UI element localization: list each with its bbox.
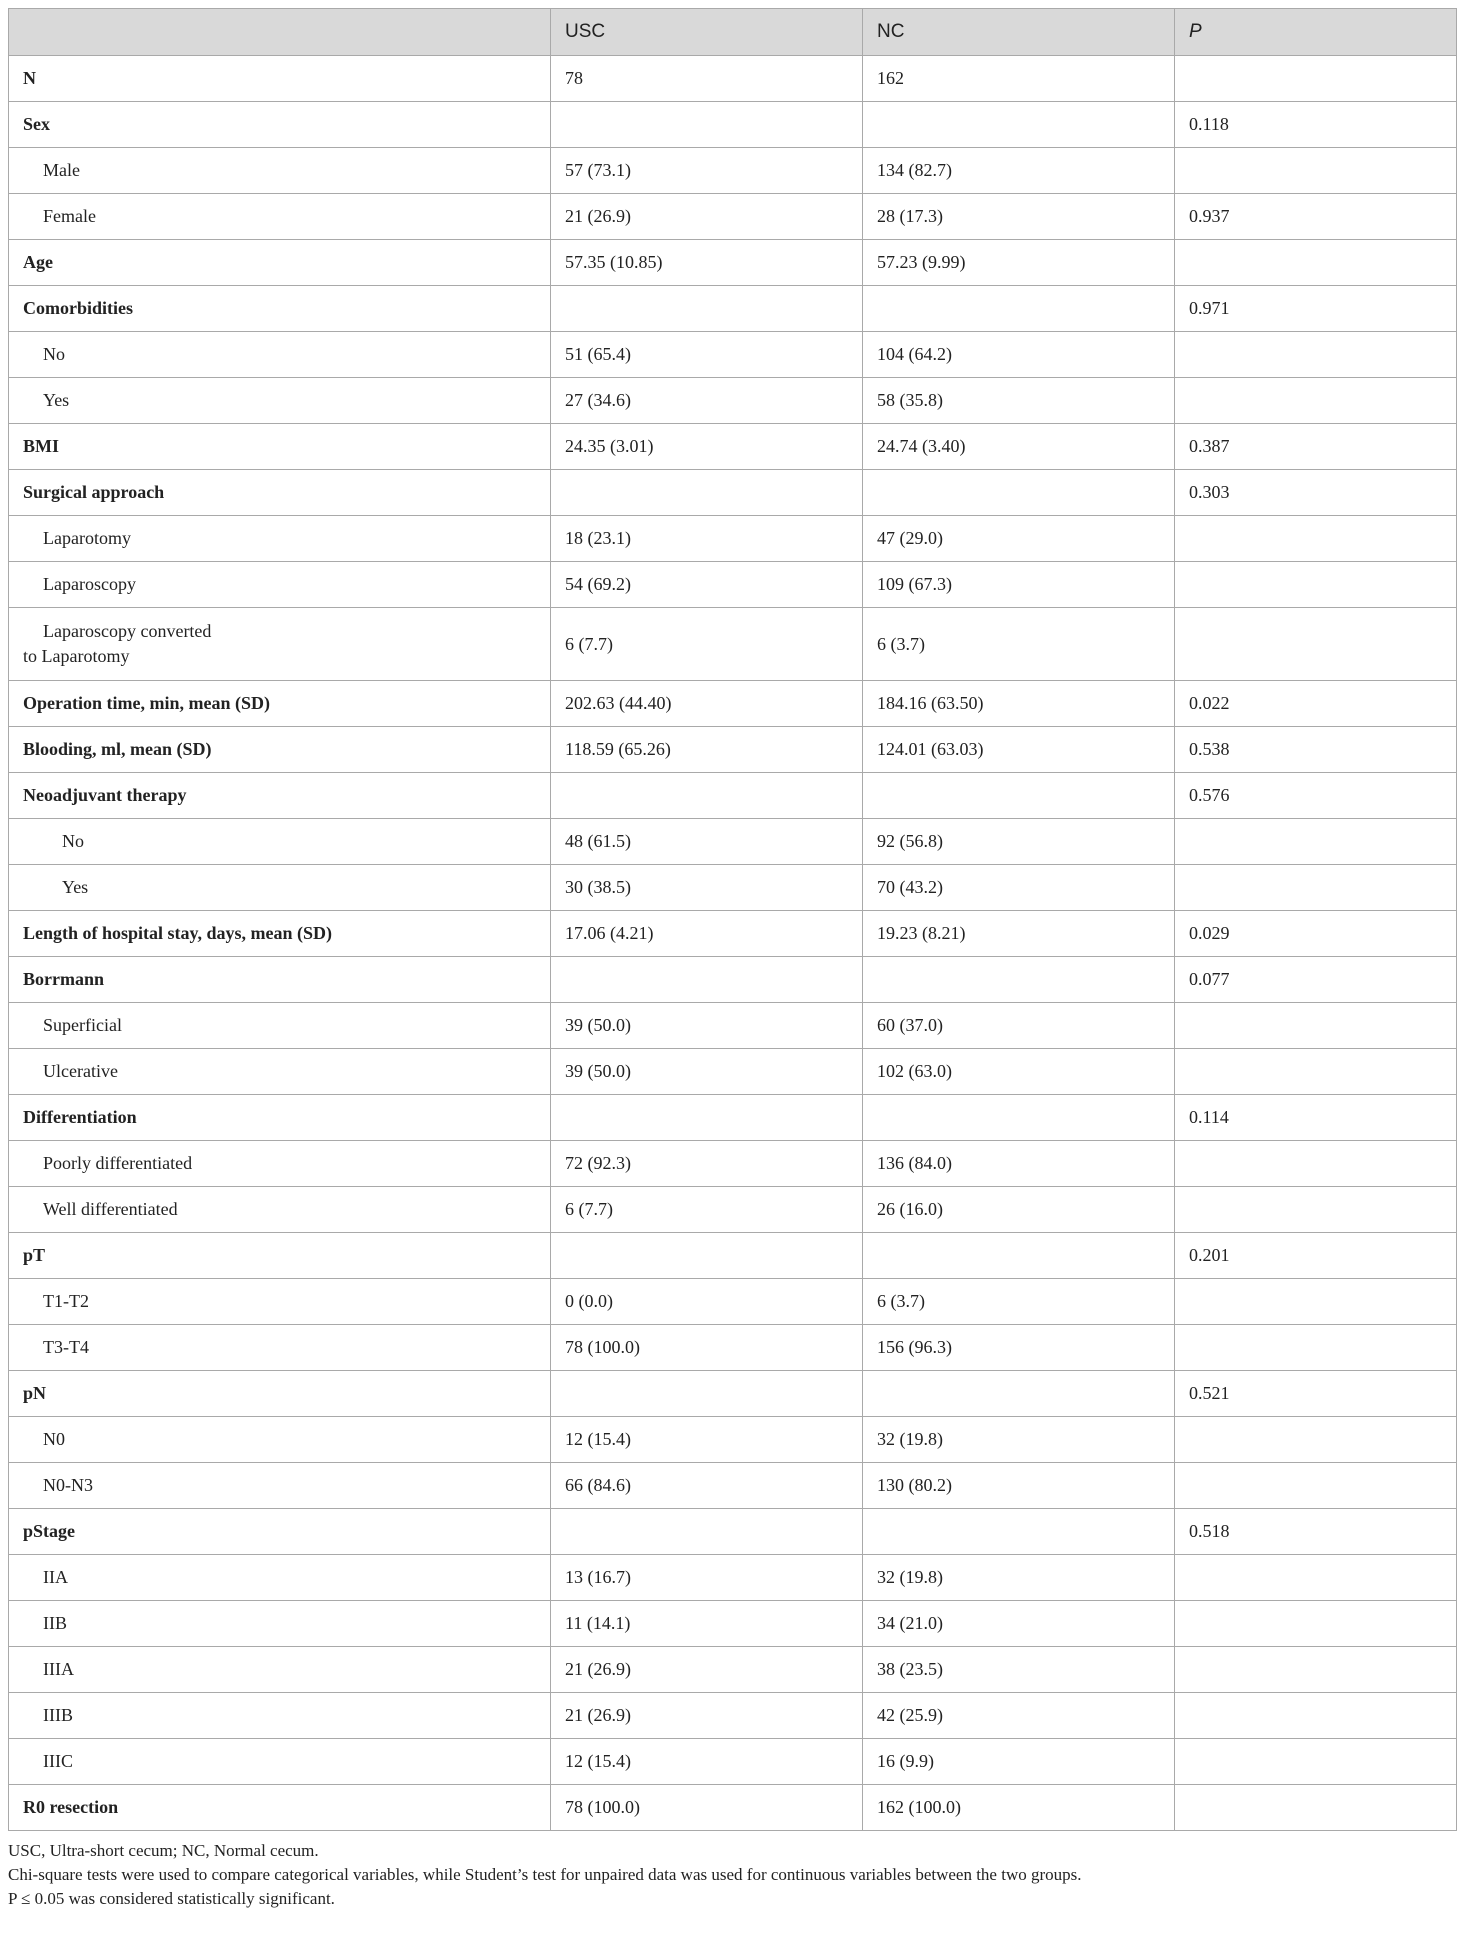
usc-value [551, 470, 863, 516]
nc-value [863, 102, 1175, 148]
nc-value: 124.01 (63.03) [863, 727, 1175, 773]
nc-value: 24.74 (3.40) [863, 424, 1175, 470]
table-row [9, 1003, 1457, 1049]
table-row [9, 470, 1457, 516]
table-row [9, 1739, 1457, 1785]
table-row [9, 516, 1457, 562]
nc-value [863, 1509, 1175, 1555]
table-row [9, 727, 1457, 773]
nc-value: 70 (43.2) [863, 865, 1175, 911]
usc-value: 57.35 (10.85) [551, 240, 863, 286]
nc-value: 184.16 (63.50) [863, 681, 1175, 727]
row-label: N [9, 56, 551, 102]
usc-value: 39 (50.0) [551, 1049, 863, 1095]
footnote-abbreviations: USC, Ultra-short cecum; NC, Normal cecum. [8, 1841, 319, 1860]
p-value [1175, 1739, 1457, 1785]
table-footnotes [8, 1839, 1456, 1911]
table-row [9, 819, 1457, 865]
row-label: IIIB [9, 1693, 551, 1739]
table-row [9, 1141, 1457, 1187]
usc-value: 24.35 (3.01) [551, 424, 863, 470]
table-row [9, 773, 1457, 819]
table-row [9, 240, 1457, 286]
nc-value: 60 (37.0) [863, 1003, 1175, 1049]
table-row [9, 1693, 1457, 1739]
nc-value [863, 1233, 1175, 1279]
nc-value: 6 (3.7) [863, 1279, 1175, 1325]
usc-value: 6 (7.7) [551, 608, 863, 681]
usc-value: 51 (65.4) [551, 332, 863, 378]
usc-value: 11 (14.1) [551, 1601, 863, 1647]
usc-value [551, 286, 863, 332]
table-row [9, 1509, 1457, 1555]
usc-value: 18 (23.1) [551, 516, 863, 562]
nc-value: 104 (64.2) [863, 332, 1175, 378]
table-row [9, 378, 1457, 424]
row-label: Female [9, 194, 551, 240]
usc-value [551, 1509, 863, 1555]
row-label: Laparotomy [9, 516, 551, 562]
characteristics-table [8, 8, 1457, 1831]
usc-value: 17.06 (4.21) [551, 911, 863, 957]
p-value [1175, 148, 1457, 194]
usc-value: 48 (61.5) [551, 819, 863, 865]
row-label: Poorly differentiated [9, 1141, 551, 1187]
usc-value: 57 (73.1) [551, 148, 863, 194]
nc-value: 42 (25.9) [863, 1693, 1175, 1739]
p-value [1175, 1325, 1457, 1371]
row-label: pN [9, 1371, 551, 1417]
table-row [9, 1785, 1457, 1831]
table-row [9, 681, 1457, 727]
p-value [1175, 1463, 1457, 1509]
table-header [9, 9, 1457, 56]
row-label: R0 resection [9, 1785, 551, 1831]
nc-value: 16 (9.9) [863, 1739, 1175, 1785]
nc-value: 162 (100.0) [863, 1785, 1175, 1831]
row-label: pStage [9, 1509, 551, 1555]
nc-value: 162 [863, 56, 1175, 102]
header-p-cell: P [1175, 9, 1457, 56]
p-value [1175, 332, 1457, 378]
row-label: Neoadjuvant therapy [9, 773, 551, 819]
row-label: IIB [9, 1601, 551, 1647]
usc-value: 66 (84.6) [551, 1463, 863, 1509]
row-label: T3-T4 [9, 1325, 551, 1371]
table-row [9, 194, 1457, 240]
table-container [8, 8, 1456, 1911]
nc-value [863, 286, 1175, 332]
p-value: 0.937 [1175, 194, 1457, 240]
table-row [9, 1647, 1457, 1693]
header-row [9, 9, 1457, 56]
p-value [1175, 516, 1457, 562]
row-label: Blooding, ml, mean (SD) [9, 727, 551, 773]
row-label: N0-N3 [9, 1463, 551, 1509]
p-value [1175, 240, 1457, 286]
table-row [9, 608, 1457, 681]
nc-value [863, 1095, 1175, 1141]
row-label: No [9, 332, 551, 378]
p-value: 0.387 [1175, 424, 1457, 470]
p-value: 0.538 [1175, 727, 1457, 773]
p-value [1175, 1601, 1457, 1647]
p-value: 0.029 [1175, 911, 1457, 957]
usc-value: 21 (26.9) [551, 1693, 863, 1739]
table-row [9, 1601, 1457, 1647]
table-row [9, 424, 1457, 470]
row-label: Differentiation [9, 1095, 551, 1141]
p-value: 0.576 [1175, 773, 1457, 819]
usc-value: 54 (69.2) [551, 562, 863, 608]
usc-value: 21 (26.9) [551, 1647, 863, 1693]
usc-value: 39 (50.0) [551, 1003, 863, 1049]
p-value: 0.303 [1175, 470, 1457, 516]
row-label: Surgical approach [9, 470, 551, 516]
table-row [9, 1095, 1457, 1141]
p-value [1175, 1693, 1457, 1739]
table-row [9, 911, 1457, 957]
nc-value: 136 (84.0) [863, 1141, 1175, 1187]
header-usc-cell: USC [551, 9, 863, 56]
nc-value [863, 470, 1175, 516]
nc-value: 58 (35.8) [863, 378, 1175, 424]
p-value: 0.201 [1175, 1233, 1457, 1279]
row-label: Age [9, 240, 551, 286]
p-value [1175, 1417, 1457, 1463]
usc-value: 78 [551, 56, 863, 102]
row-label: Male [9, 148, 551, 194]
row-label: N0 [9, 1417, 551, 1463]
usc-value: 72 (92.3) [551, 1141, 863, 1187]
nc-value: 102 (63.0) [863, 1049, 1175, 1095]
p-value [1175, 1647, 1457, 1693]
usc-value [551, 773, 863, 819]
usc-value: 0 (0.0) [551, 1279, 863, 1325]
p-value [1175, 1555, 1457, 1601]
table-row [9, 562, 1457, 608]
usc-value: 27 (34.6) [551, 378, 863, 424]
p-value: 0.022 [1175, 681, 1457, 727]
usc-value: 13 (16.7) [551, 1555, 863, 1601]
row-label [9, 608, 551, 681]
table-row [9, 1279, 1457, 1325]
usc-value [551, 1371, 863, 1417]
table-row [9, 56, 1457, 102]
p-value [1175, 562, 1457, 608]
row-label: Sex [9, 102, 551, 148]
row-label: IIIC [9, 1739, 551, 1785]
row-label: Comorbidities [9, 286, 551, 332]
table-row [9, 148, 1457, 194]
row-label: Yes [9, 865, 551, 911]
p-value: 0.114 [1175, 1095, 1457, 1141]
usc-value: 78 (100.0) [551, 1325, 863, 1371]
usc-value [551, 1233, 863, 1279]
row-label: IIIA [9, 1647, 551, 1693]
p-value [1175, 1003, 1457, 1049]
usc-value [551, 957, 863, 1003]
table-row [9, 1187, 1457, 1233]
row-label: T1-T2 [9, 1279, 551, 1325]
p-value [1175, 819, 1457, 865]
p-value [1175, 56, 1457, 102]
p-value [1175, 1279, 1457, 1325]
p-value [1175, 1141, 1457, 1187]
row-label-line-1: Laparoscopy converted [43, 621, 212, 641]
table-row [9, 1463, 1457, 1509]
p-value: 0.521 [1175, 1371, 1457, 1417]
p-value [1175, 1785, 1457, 1831]
nc-value: 28 (17.3) [863, 194, 1175, 240]
nc-value: 38 (23.5) [863, 1647, 1175, 1693]
nc-value: 19.23 (8.21) [863, 911, 1175, 957]
nc-value: 134 (82.7) [863, 148, 1175, 194]
footnote-significance: P ≤ 0.05 was considered statistically significant. [8, 1889, 335, 1908]
p-value [1175, 378, 1457, 424]
nc-value: 109 (67.3) [863, 562, 1175, 608]
row-label: Ulcerative [9, 1049, 551, 1095]
nc-value: 156 (96.3) [863, 1325, 1175, 1371]
header-label-cell [9, 9, 551, 56]
nc-value: 57.23 (9.99) [863, 240, 1175, 286]
row-label: Borrmann [9, 957, 551, 1003]
table-row [9, 102, 1457, 148]
table-row [9, 1417, 1457, 1463]
usc-value [551, 1095, 863, 1141]
row-label: Yes [9, 378, 551, 424]
row-label: Operation time, min, mean (SD) [9, 681, 551, 727]
nc-value: 130 (80.2) [863, 1463, 1175, 1509]
header-nc-cell: NC [863, 9, 1175, 56]
row-label: BMI [9, 424, 551, 470]
usc-value: 6 (7.7) [551, 1187, 863, 1233]
row-label: Laparoscopy [9, 562, 551, 608]
table-body [9, 56, 1457, 1831]
usc-value [551, 102, 863, 148]
nc-value: 32 (19.8) [863, 1555, 1175, 1601]
p-value [1175, 1187, 1457, 1233]
table-row [9, 1049, 1457, 1095]
nc-value: 47 (29.0) [863, 516, 1175, 562]
row-label: Well differentiated [9, 1187, 551, 1233]
row-label: Length of hospital stay, days, mean (SD) [9, 911, 551, 957]
p-value: 0.971 [1175, 286, 1457, 332]
p-value [1175, 865, 1457, 911]
table-row [9, 332, 1457, 378]
nc-value: 6 (3.7) [863, 608, 1175, 681]
p-value: 0.118 [1175, 102, 1457, 148]
table-row [9, 1233, 1457, 1279]
nc-value: 32 (19.8) [863, 1417, 1175, 1463]
nc-value [863, 957, 1175, 1003]
row-label-line-2: to Laparotomy [23, 646, 130, 666]
usc-value: 21 (26.9) [551, 194, 863, 240]
row-label: IIA [9, 1555, 551, 1601]
row-label: No [9, 819, 551, 865]
table-row [9, 286, 1457, 332]
nc-value: 34 (21.0) [863, 1601, 1175, 1647]
usc-value: 78 (100.0) [551, 1785, 863, 1831]
usc-value: 12 (15.4) [551, 1739, 863, 1785]
row-label: pT [9, 1233, 551, 1279]
table-row [9, 865, 1457, 911]
table-row [9, 1555, 1457, 1601]
p-value [1175, 608, 1457, 681]
table-row [9, 1371, 1457, 1417]
usc-value: 30 (38.5) [551, 865, 863, 911]
table-row [9, 957, 1457, 1003]
p-value: 0.518 [1175, 1509, 1457, 1555]
row-label: Superficial [9, 1003, 551, 1049]
usc-value: 202.63 (44.40) [551, 681, 863, 727]
table-row [9, 1325, 1457, 1371]
p-value: 0.077 [1175, 957, 1457, 1003]
footnote-methods: Chi-square tests were used to compare categorical variables, while Student’s test for unpaired data was used for continuous variables between the two groups. [8, 1865, 1082, 1884]
nc-value: 26 (16.0) [863, 1187, 1175, 1233]
nc-value: 92 (56.8) [863, 819, 1175, 865]
usc-value: 12 (15.4) [551, 1417, 863, 1463]
usc-value: 118.59 (65.26) [551, 727, 863, 773]
p-value [1175, 1049, 1457, 1095]
nc-value [863, 1371, 1175, 1417]
nc-value [863, 773, 1175, 819]
